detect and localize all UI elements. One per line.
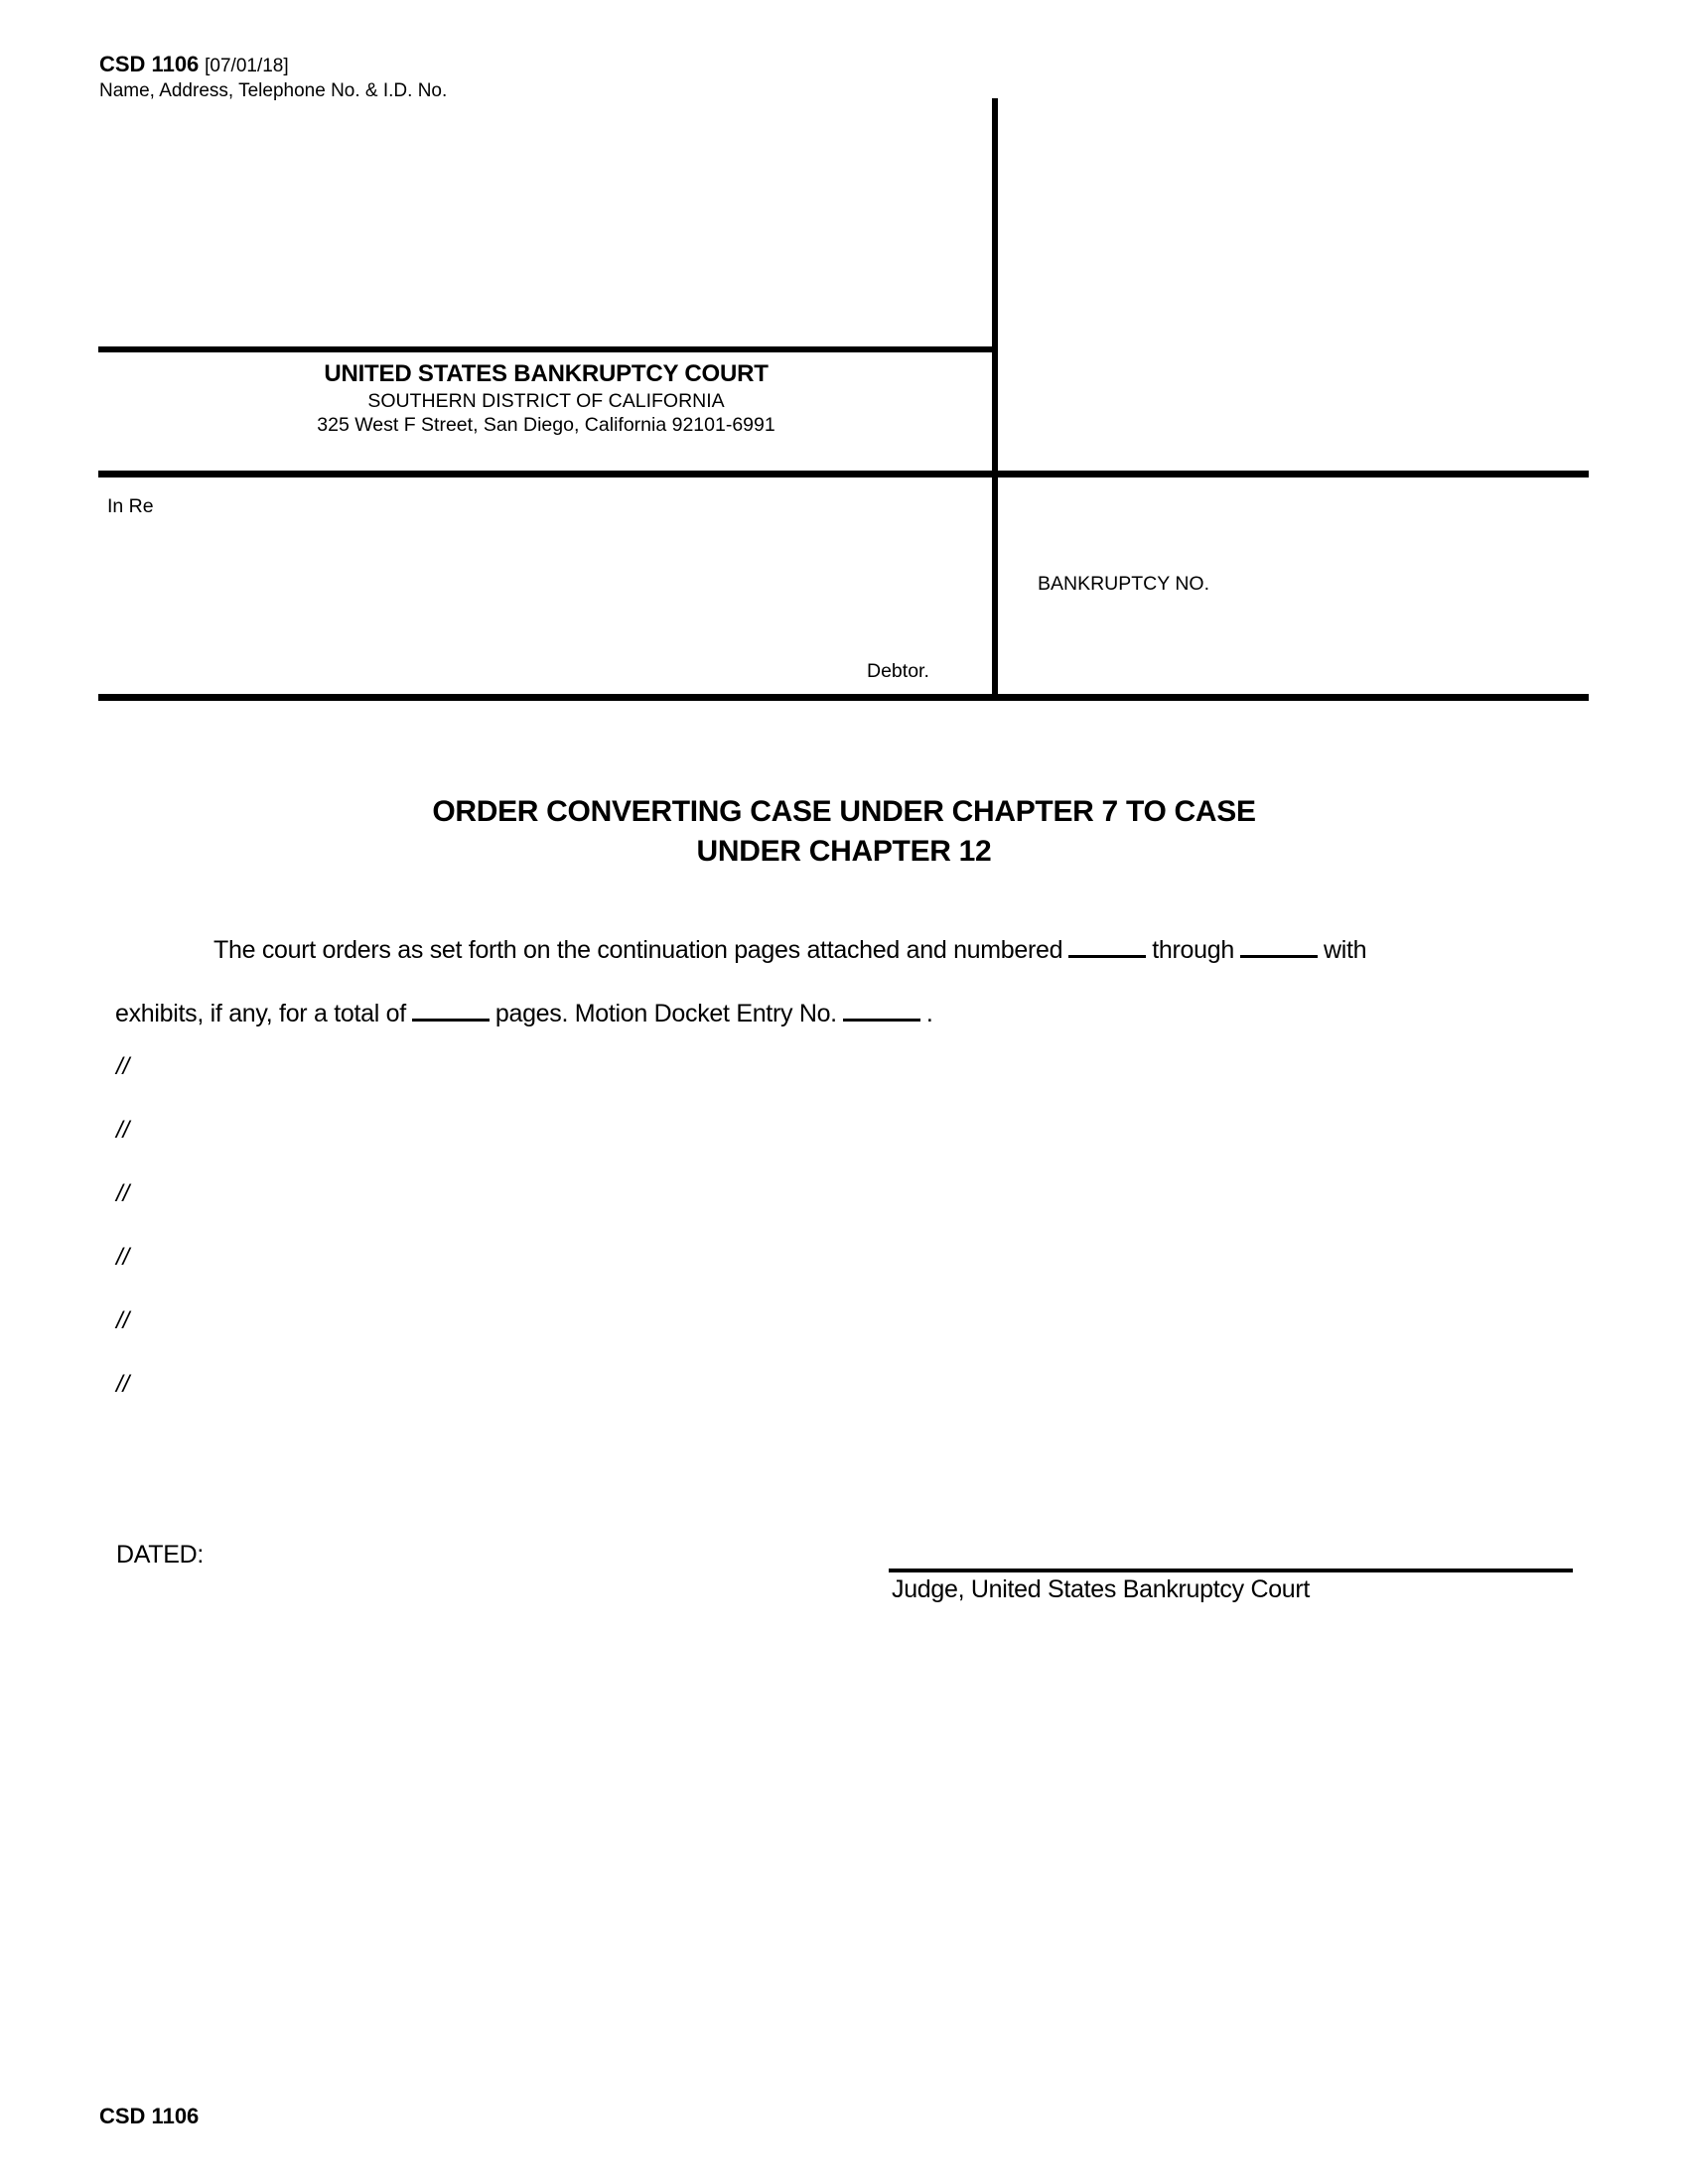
court-name: UNITED STATES BANKRUPTCY COURT	[324, 360, 769, 387]
order-body-line-2	[115, 997, 932, 1028]
dated-label: DATED:	[116, 1541, 205, 1569]
body-text: .	[925, 1000, 933, 1027]
form-identifier	[99, 52, 289, 77]
order-title	[99, 792, 1589, 872]
body-text: The court orders as set forth on the continuation pages attached and numbered	[213, 936, 1063, 964]
revision-date: [07/01/18]	[205, 56, 289, 76]
bankruptcy-number-label: BANKRUPTCY NO.	[1038, 573, 1210, 595]
body-text: through	[1152, 936, 1234, 964]
continuation-mark: //	[116, 1180, 130, 1207]
body-text: with	[1323, 936, 1367, 964]
court-block-bottom-rule	[98, 471, 1589, 478]
court-block	[99, 359, 993, 437]
footer-form-number: CSD 1106	[99, 2104, 200, 2128]
continuation-mark: //	[116, 1244, 130, 1271]
continuation-marks	[116, 1052, 129, 1433]
debtor-label: Debtor.	[867, 660, 929, 682]
docket-entry-blank[interactable]	[843, 997, 920, 1022]
caption-bottom-rule	[98, 694, 1589, 701]
continuation-mark: //	[116, 1117, 130, 1144]
order-title-line-2: UNDER CHAPTER 12	[696, 835, 992, 868]
continuation-mark: //	[116, 1307, 130, 1334]
total-pages-blank[interactable]	[412, 997, 490, 1022]
body-text: exhibits, if any, for a total of	[115, 1000, 406, 1027]
continuation-mark: //	[116, 1371, 130, 1398]
judge-caption: Judge, United States Bankruptcy Court	[892, 1575, 1311, 1603]
court-address: 325 West F Street, San Diego, California 92101-6991	[317, 414, 775, 436]
form-number: CSD 1106	[99, 52, 200, 76]
order-body-line-1	[213, 933, 1366, 965]
order-title-line-1: ORDER CONVERTING CASE UNDER CHAPTER 7 TO CASE	[432, 795, 1256, 828]
continuation-mark: //	[116, 1053, 130, 1080]
attorney-block-bottom-rule	[98, 346, 998, 352]
attorney-info-label: Name, Address, Telephone No. & I.D. No.	[99, 80, 448, 101]
court-district: SOUTHERN DISTRICT OF CALIFORNIA	[367, 390, 725, 412]
end-page-blank[interactable]	[1240, 933, 1318, 958]
judge-signature-line[interactable]	[889, 1569, 1573, 1572]
in-re-label: In Re	[107, 495, 154, 517]
start-page-blank[interactable]	[1068, 933, 1146, 958]
body-text: pages. Motion Docket Entry No.	[494, 1000, 837, 1027]
